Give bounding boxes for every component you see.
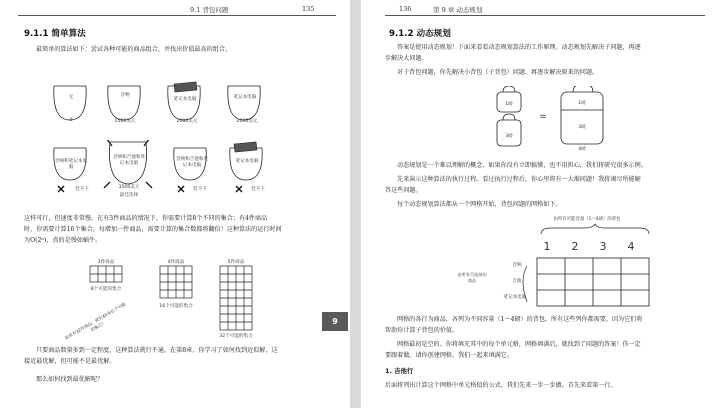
grid-1-title: 3件商品 xyxy=(97,260,115,265)
grid-row-3: 笔记本电脑 xyxy=(503,295,527,300)
right-para1-line1: 答案是使用动态规划！下面来看看动态规划算法的工作原理。动态规划先解决子问题，再逐 xyxy=(397,44,641,51)
grid-row-2: 吉他 xyxy=(512,279,522,284)
bag-bottom-1-label: 音响和笔记本电脑 xyxy=(54,159,88,170)
small-bag-2-label: 3磅 xyxy=(505,134,513,139)
small-bag-1-label: 1磅 xyxy=(505,102,513,107)
capacity-col-2: 2 xyxy=(571,240,579,253)
capacity-col-1: 1 xyxy=(543,240,551,253)
right-header-rule xyxy=(385,15,705,16)
right-para7-line2: 要跟着做。请你创建网格，我们一起来填满它。 xyxy=(385,352,513,359)
bag-top-2-label: 音响 xyxy=(120,93,130,98)
bag-bottom-4-note: 装不下 xyxy=(251,187,265,192)
right-para1-line2: 步解决大问题。 xyxy=(385,55,428,62)
left-para1-line2: 时，你需要计算16个集合。每增加一件商品，需要计算的集合数都将翻倍！这种算法的运行时间 xyxy=(24,226,282,233)
left-para1-line1: 这样可行，但速度非常慢。在有3件商品的情况下，你需要计算8个不同的集合；有4件商品 xyxy=(24,215,268,222)
right-subsection-title: 1. 吉他行 xyxy=(385,367,414,375)
left-page xyxy=(0,0,350,408)
side-note: 如果有32件商品，就有40多亿个可能的集合！ xyxy=(63,301,127,341)
big-bag-caption: 4磅 xyxy=(578,147,586,152)
left-header-rule xyxy=(18,15,336,16)
right-para2: 对于背包问题，你先解决小背包（子背包）问题，再逐步解决原来的问题。 xyxy=(397,69,599,76)
bag-bottom-4-label: 笔记本电脑 xyxy=(235,159,259,164)
bag-top-4-label: 笔记本电脑 xyxy=(233,95,257,100)
bag-bottom-2-note: 最佳选择 xyxy=(119,193,139,198)
bag-top-1-value: 0 xyxy=(69,118,73,123)
right-section-title: 9.1.2 动态规划 xyxy=(389,29,451,39)
right-para7-line1: 网格最初是空的。你将填充其中的每个单元格，网格填满后，就找到了问题的答案！你一定 xyxy=(397,341,641,348)
left-para2-line2: 接近最优解，但可能不是最优解。 xyxy=(24,358,116,365)
grid-2-title: 4件商品 xyxy=(167,260,185,265)
grid-2-caption: 16个可能的集合 xyxy=(159,304,193,309)
right-page xyxy=(361,0,720,408)
right-header-chapter: 第 9 章 动态规划 xyxy=(433,6,483,14)
bag-bottom-2-value: 3500美元 xyxy=(118,185,140,190)
right-para6-line1: 网格的各行为商品，各列为不同容量（1～4磅）的背包。所有这些列你都需要，因为它们将 xyxy=(397,316,643,323)
bag-bottom-2-label: 音响和吉他和笔记本电脑 xyxy=(112,155,146,166)
grid-top-note: 由所有可能容量（1～4磅）的背包 xyxy=(553,217,621,222)
grid-row-1: 音响 xyxy=(512,263,522,268)
capacity-col-4: 4 xyxy=(627,240,635,253)
grid-3-caption: 32个可能的集合 xyxy=(219,334,253,339)
left-section-title: 9.1.1 简单算法 xyxy=(24,29,86,39)
bag-top-3-label: 笔记本电脑 xyxy=(173,97,197,102)
bag-composition-sketch xyxy=(491,86,611,154)
right-page-number: 136 xyxy=(399,5,412,13)
capacity-col-3: 3 xyxy=(599,240,607,253)
set-grids xyxy=(70,262,310,342)
grid-left-note: 由所有可选择的商品 xyxy=(457,272,487,283)
big-bag-top-label: 1磅 xyxy=(578,101,586,106)
bag-top-1-label: 无 xyxy=(68,95,74,100)
bag-top-3-value: 2000美元 xyxy=(176,119,198,124)
bag-top-2-value: 1500美元 xyxy=(114,119,136,124)
right-para6-line2: 帮助你计算子背包的价值。 xyxy=(385,327,459,334)
bag-top-4-value: 2000美元 xyxy=(236,119,258,124)
left-para2-line1: 只要商品数量多到一定程度，这种算法就行不通。在第8章，你学习了如何找到近似解，这 xyxy=(36,347,278,354)
equals-sign: = xyxy=(539,112,547,122)
bag-bottom-3-note: 装不下 xyxy=(193,187,207,192)
big-bag-bottom-label: 3磅 xyxy=(578,125,586,130)
left-intro: 最简单的算法如下：尝试各种可能的商品组合，并找出价值最高的组合。 xyxy=(36,46,231,53)
left-page-number: 135 xyxy=(302,5,315,13)
chapter-tab: 9 xyxy=(322,312,348,331)
grid-1-caption: 8个可能的集合 xyxy=(90,287,122,292)
right-para5: 每个动态规划算法都从一个网格开始，背包问题的网格如下。 xyxy=(397,201,562,208)
right-para8: 后面将列出计算这个网格中单元格值的公式。我们先来一步一步做。首先来看第一行。 xyxy=(385,382,617,389)
grid-3-title: 5件商品 xyxy=(227,260,245,265)
bag-bottom-1-note: 装不下 xyxy=(75,187,89,192)
bag-bottom-3-label: 音响和吉他和笔记本电脑 xyxy=(175,157,209,168)
left-header-chapter: 9.1 背包问题 xyxy=(190,6,229,14)
right-para4-line2: 答这些问题。 xyxy=(385,187,422,194)
left-para1-line3: 为O(2ⁿ)，真的是慢如蜗牛。 xyxy=(24,237,102,244)
left-para3: 那么如何找到最优解呢？ xyxy=(36,376,104,383)
right-para3: 动态规划是一个难以理解的概念，如果你没有立即搞懂，也不用担心，我们将研究很多示例。 xyxy=(397,162,647,169)
right-para4-line1: 先来演示这种算法的执行过程。看过执行过程后，你心里将有一大堆问题！我将竭尽所能解 xyxy=(397,176,641,183)
book-gutter xyxy=(350,0,361,408)
